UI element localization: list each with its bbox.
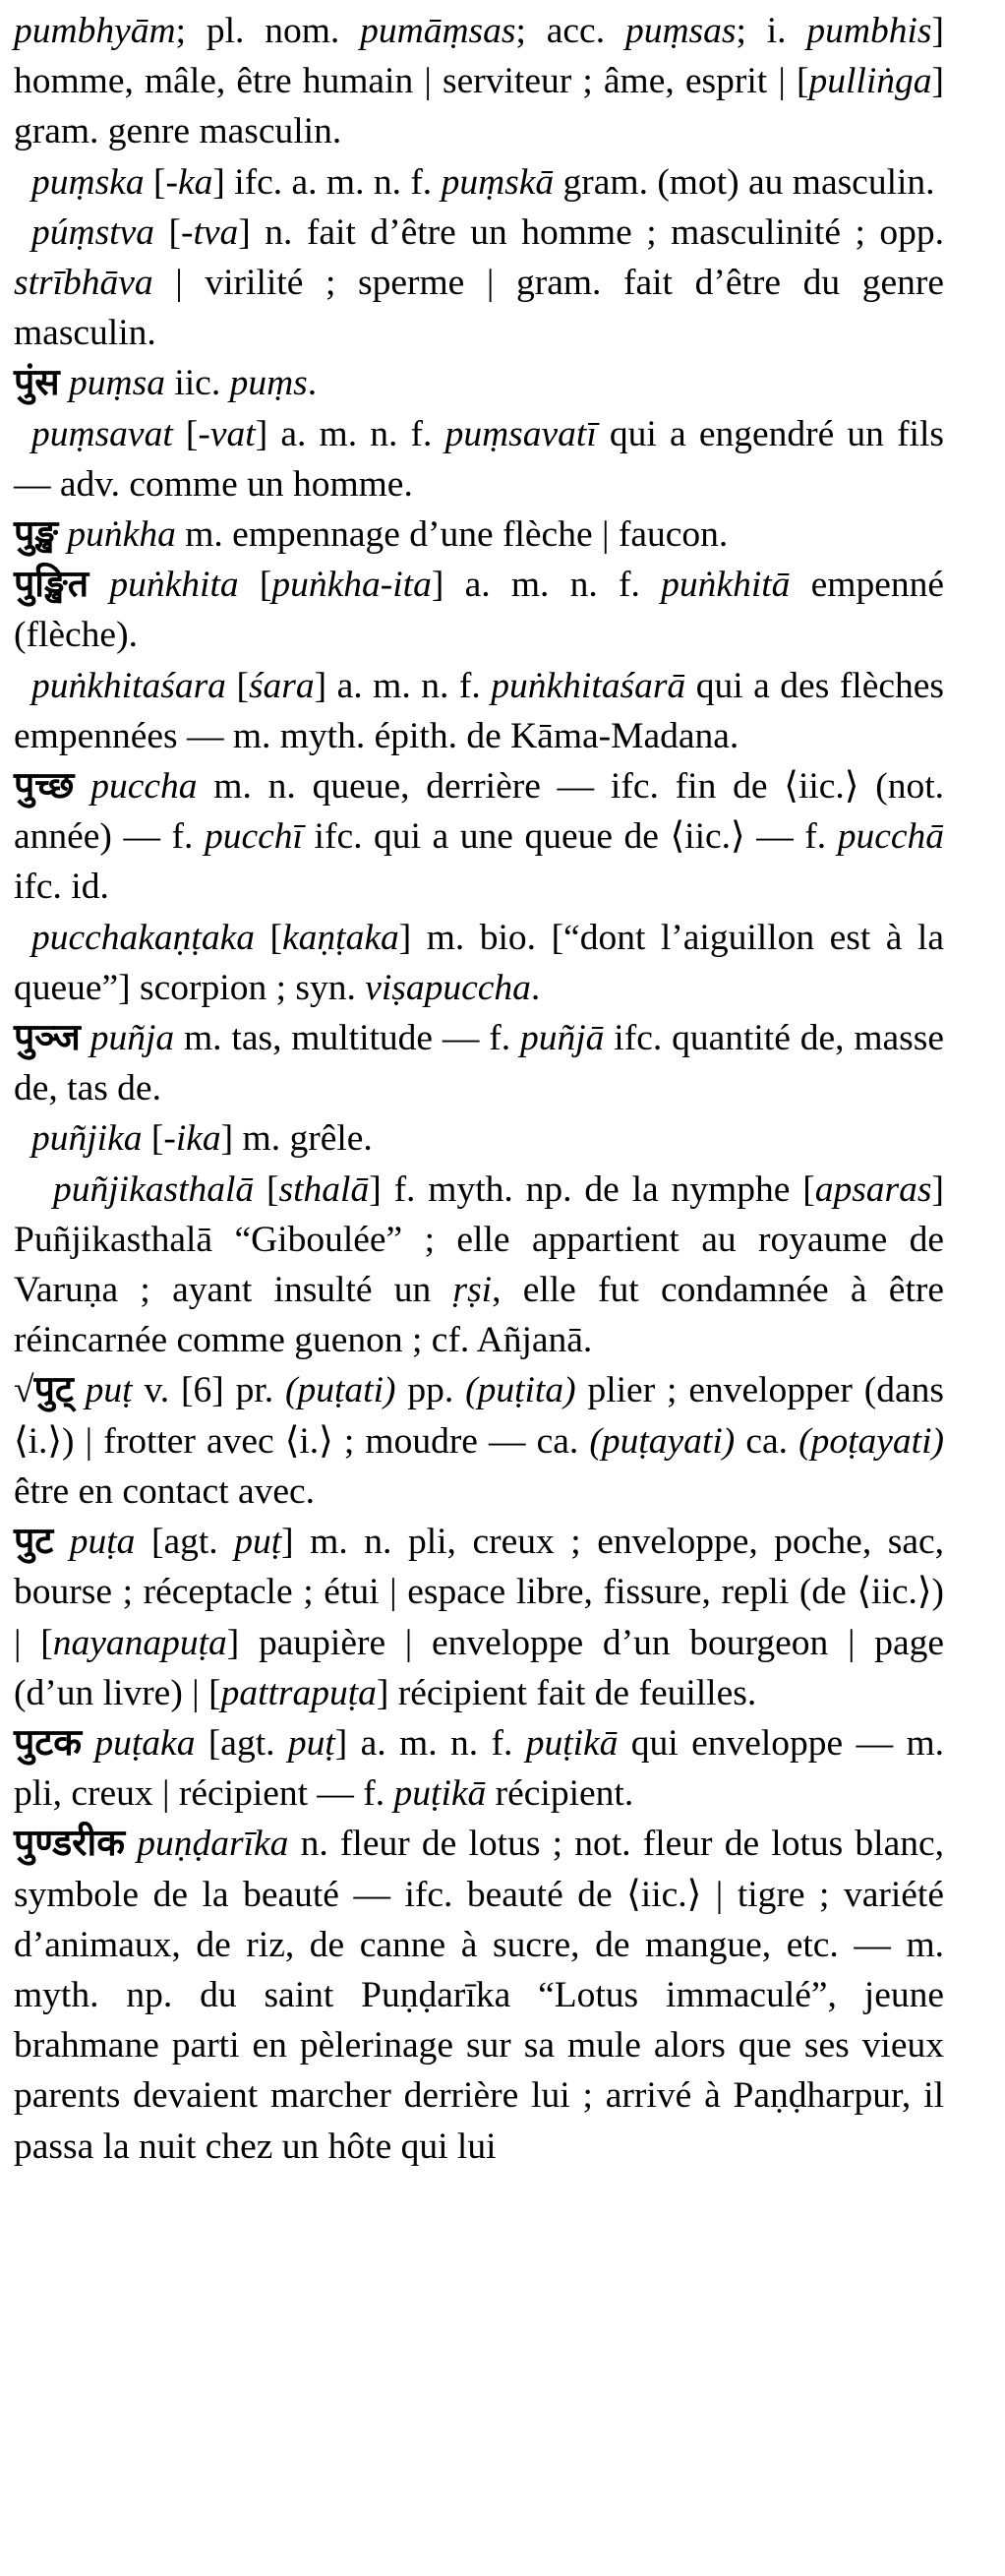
italic-term: puṇḍarīka (137, 1824, 289, 1865)
definition-text: ifc. quantité de, masse de, tas de. (14, 1018, 944, 1109)
italic-term: apsaras (814, 1168, 932, 1210)
definition-text: . (530, 967, 541, 1008)
definition-text: m. empennage d’une flèche | faucon. (175, 514, 729, 556)
dictionary-headword-entry (14, 1819, 944, 2171)
italic-term: puṅkhitaśarā (491, 665, 686, 706)
definition-text: empenné (flèche). (14, 565, 945, 656)
definition-text: iic. (164, 363, 230, 404)
devanagari-headword: √पुट् (14, 1370, 74, 1411)
italic-term: (puṭayati) (589, 1420, 736, 1462)
italic-term: puṃsas (624, 11, 737, 51)
italic-term: púṃstva (31, 211, 154, 253)
italic-term: puṅkhitaśara (31, 665, 226, 706)
definition-text: être en contact avec. (14, 1470, 316, 1512)
devanagari-headword: पुटक (14, 1722, 82, 1764)
definition-text: ] a. m. n. f. (334, 1722, 526, 1764)
dictionary-subentry (14, 1113, 944, 1164)
devanagari-headword: पुट (14, 1522, 54, 1563)
definition-text: qui a des flèches empennées — m. myth. épith. de Kāma-Madana. (14, 665, 944, 756)
italic-term: pucchā (837, 816, 944, 858)
definition-text: ; acc. (515, 11, 625, 51)
definition-text: qui enveloppe — m. pli, creux | récipient — f. (14, 1722, 944, 1815)
definition-text: plier ; envelopper (dans ⟨i.⟩) | frotter avec ⟨i.⟩ ; moudre — ca. (14, 1370, 945, 1462)
definition-text: [ (255, 917, 282, 958)
definition-text: [- (172, 413, 210, 454)
devanagari-headword: पुंस (14, 363, 60, 404)
dictionary-subentry (14, 409, 944, 509)
definition-text (53, 1522, 70, 1562)
definition-text: gram. (mot) au masculin. (554, 161, 935, 203)
definition-text: ifc. id. (14, 867, 109, 908)
italic-term: pattrapuṭa (220, 1672, 377, 1713)
definition-text: | virilité ; sperme | gram. fait d’être du genre masculin. (14, 263, 944, 354)
italic-term: vat (209, 413, 256, 454)
definition-text: ca. (735, 1420, 799, 1462)
dictionary-headword-entry (14, 1718, 944, 1819)
italic-term: nayanapuṭa (52, 1622, 227, 1663)
dictionary-entry-continuation (14, 6, 944, 157)
italic-term: puṅkha (67, 514, 176, 556)
dictionary-subentry (14, 661, 944, 761)
italic-term: puṅkhita (109, 565, 239, 606)
italic-term: puṃsavat (31, 413, 173, 454)
definition-text: ] homme, mâle, être humain | serviteur ; âme, esprit | [ (14, 11, 944, 102)
italic-term: puṭ (287, 1722, 335, 1764)
italic-term: puṃska (31, 161, 145, 203)
definition-text: ] Puñjikasthalā “Giboulée” ; elle appartient au royaume de Varuṇa ; ayant insulté un (14, 1168, 944, 1311)
italic-term: puṃs (229, 363, 308, 404)
definition-text: m. tas, multitude — f. (174, 1018, 520, 1059)
italic-term: pulliṅga (808, 61, 932, 102)
italic-term: ika (175, 1118, 221, 1160)
italic-term: puṭ (85, 1370, 133, 1411)
definition-text: [ (238, 565, 272, 606)
definition-text: m. n. queue, derrière — ifc. fin de ⟨iic.⟩ (not. année) — f. (14, 766, 945, 858)
devanagari-headword: पुञ्ज (14, 1018, 81, 1059)
italic-term: puṅkha-ita (271, 565, 432, 606)
definition-text: [ (225, 665, 249, 706)
italic-term: pumāṃsas (360, 11, 516, 51)
italic-term: (puṭita) (465, 1370, 576, 1411)
italic-term: puñja (89, 1018, 175, 1059)
italic-term: kaṇṭaka (282, 917, 399, 958)
definition-text: n. fleur de lotus ; not. fleur de lotus blanc, symbole de la beauté — ifc. beauté de ⟨iic.⟩ | tigre ; variété d’animaux, de riz, de canne à sucre, de mangue, etc. — m. myth. np. du saint Puṇḍarīka “Lotus immaculé”, jeune brahmane parti en pèlerinage sur sa mule alors que ses vieux parents devaient marcher derrière lui ; arrivé à Paṇḍharpur, il passa la nuit chez un hôte qui lui (14, 1824, 944, 2167)
definition-text: récipient. (486, 1773, 634, 1815)
definition-text: [- (144, 161, 178, 203)
italic-term: puñjā (520, 1018, 605, 1059)
italic-term: puṃsavatī (444, 413, 597, 454)
definition-text: ; pl. nom. (175, 11, 361, 51)
italic-term: pucchī (205, 816, 303, 858)
definition-text (89, 565, 109, 605)
definition-text: [agt. (135, 1522, 235, 1563)
italic-term: (puṭati) (285, 1370, 396, 1411)
dictionary-subentry (14, 1165, 944, 1366)
definition-text: ] f. myth. np. de la nymphe [ (369, 1168, 815, 1210)
dictionary-headword-entry (14, 1365, 944, 1517)
italic-term: puñjika (31, 1118, 143, 1160)
definition-text: ] ifc. a. m. n. f. (212, 161, 442, 203)
definition-text (74, 1370, 86, 1410)
definition-text: ] m. grêle. (220, 1118, 373, 1160)
definition-text: . (307, 363, 318, 404)
dictionary-headword-entry (14, 1013, 944, 1113)
devanagari-headword: पुण्डरीक (14, 1824, 126, 1865)
definition-text: , elle fut condamnée à être réincarnée comme guenon ; cf. Añjanā. (14, 1270, 944, 1361)
definition-text: ] m. bio. [“dont l’aiguillon est à la queue”] scorpion ; syn. (14, 917, 944, 1008)
definition-text: ] récipient fait de feuilles. (376, 1672, 757, 1713)
definition-text: [- (142, 1118, 176, 1160)
dictionary-headword-entry (14, 509, 944, 560)
definition-text: v. [6] pr. (132, 1370, 286, 1411)
italic-term: pucchakaṇṭaka (31, 917, 255, 958)
italic-term: ṛṣi (452, 1270, 493, 1311)
italic-term: puṅkhitā (661, 565, 791, 606)
definition-text (81, 1018, 90, 1058)
definition-text: [ (254, 1168, 279, 1210)
italic-term: puṃsa (69, 363, 165, 404)
definition-text (82, 1723, 94, 1764)
dictionary-subentry (14, 157, 944, 208)
italic-term: puṭ (234, 1522, 282, 1563)
italic-term: puṭikā (525, 1722, 619, 1764)
definition-text: pp. (395, 1370, 466, 1411)
definition-text: ; i. (736, 11, 807, 51)
definition-text: ] m. n. pli, creux ; enveloppe, poche, sac, bourse ; réceptacle ; étui | espace libre, fissure, repli (de ⟨iic.⟩) | [ (14, 1522, 944, 1663)
definition-text (74, 766, 90, 807)
italic-term: puṭa (69, 1522, 136, 1563)
italic-term: tva (193, 211, 239, 253)
italic-term: puṃskā (441, 161, 555, 203)
definition-text: ] gram. genre masculin. (14, 61, 944, 152)
dictionary-headword-entry (14, 1517, 944, 1718)
definition-text: [- (154, 211, 194, 253)
italic-term: puṭaka (94, 1722, 196, 1764)
definition-text: qui a engendré un fils — adv. comme un homme. (14, 413, 944, 505)
definition-text: ] n. fait d’être un homme ; masculinité ; opp. (238, 211, 944, 253)
italic-term: puccha (90, 766, 198, 808)
definition-text: ] a. m. n. f. (431, 565, 662, 606)
italic-term: puṭikā (393, 1773, 487, 1815)
definition-text: [agt. (195, 1722, 288, 1764)
devanagari-headword: पुङ्ख (14, 514, 59, 556)
italic-term: puñjikasthalā (53, 1168, 255, 1210)
italic-term: strībhāva (14, 263, 153, 304)
definition-text (60, 363, 69, 403)
devanagari-headword: पुच्छ (14, 766, 75, 808)
dictionary-headword-entry (14, 560, 944, 660)
dictionary-headword-entry (14, 358, 944, 408)
definition-text: ] paupière | enveloppe d’un bourgeon | page (d’un livre) | [ (14, 1622, 944, 1713)
definition-text: ] a. m. n. f. (255, 413, 445, 454)
dictionary-subentry (14, 208, 944, 359)
definition-text (125, 1824, 137, 1864)
definition-text: ifc. qui a une queue de ⟨iic.⟩ — f. (302, 816, 838, 858)
dictionary-headword-entry (14, 761, 944, 913)
definition-text: ] a. m. n. f. (314, 665, 492, 706)
italic-term: sthalā (278, 1168, 370, 1210)
italic-term: (poṭayati) (798, 1420, 944, 1462)
italic-term: śara (248, 665, 315, 706)
italic-term: ka (177, 161, 213, 203)
italic-term: pumbhyām (14, 11, 176, 51)
devanagari-headword: पुङ्खित (14, 565, 89, 606)
italic-term: viṣapuccha (365, 967, 531, 1008)
dictionary-subentry (14, 913, 944, 1013)
italic-term: pumbhis (806, 11, 932, 51)
